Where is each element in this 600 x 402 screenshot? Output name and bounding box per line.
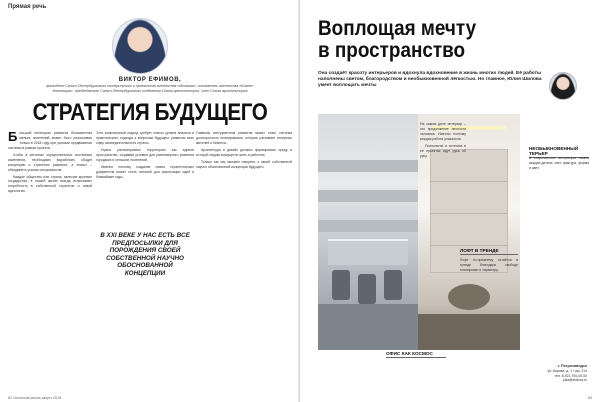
title-line-1: Воплощая мечту: [318, 17, 477, 40]
paragraph-8: Архитектура и дизайн должны формировать среду, в которой людям комфортно жить и работать.: [196, 147, 292, 157]
paragraph-3: Каждое общество или страна, включая крупные государства, в нашей жизни всегда испытывает потребность в собственной стратегии и новой идеологии.: [8, 174, 92, 194]
paragraph-15: Лофт по-прежнему остаётся в тренде благодаря свободе планировки и характеру.: [460, 258, 518, 272]
paragraph-7: Главным инструментом развития может стать система долгосрочного планирования, которая учитывает интересы жителей и бизнеса.: [196, 131, 292, 145]
section-heading-office: ОФИС КАК КОСМОС: [386, 351, 446, 358]
section-heading-loft: ЛОФТ В ТРЕНДЕ: [460, 248, 518, 255]
text-column-7: [460, 258, 518, 275]
paragraph-13: Психология и эстетика в её проектах идут рука об руку.: [420, 143, 466, 158]
text-column-1: [8, 131, 92, 196]
author-role: президент Санкт-Петербургского интерьерного и проектного агентства «Мозаика», основатель агентства «Бизнес-Инновация». председатель Санкт-Петербургского отделения Союза архитекторов, Член Союза архитекторов: [45, 84, 255, 93]
text-column-2: [96, 131, 194, 181]
contact-address: ул. Кирова, д. 1 / оф. 214: [547, 369, 587, 374]
office-interior-photo: [318, 114, 418, 350]
title-line-2: в пространство: [318, 39, 466, 63]
paragraph-5: Нужно рассматривать территорию как единое пространство, создавая условия для равномерного развития городских и сельских поселений.: [96, 147, 194, 162]
author-name: ВИКТОР ЕФИМОВ,: [118, 77, 182, 83]
paragraph-9: Только так мы сможем говорить о своей собственной научно обоснованной концепции будущего.: [196, 159, 292, 169]
designer-avatar: [549, 72, 577, 100]
paragraph-6: Именно поэтому создание новых стратегических документов может стать основой для реализации идей в ближайшие годы.: [96, 164, 194, 179]
contact-city: г. Петрозаводск: [557, 364, 587, 368]
pull-quote: В XXI ВЕКЕ У НАС ЕСТЬ ВСЕ ПРЕДПОСЫЛКИ ДЛЯ ПОРОЖДЕНИЯ СВОЕЙ СОБСТВЕННОЙ НАУЧНО ОБОСНОВАННОЙ КОНЦЕПЦИИ: [100, 232, 190, 277]
article-headline: СТРАТЕГИЯ БУДУЩЕГО: [32, 99, 268, 126]
paragraph-4: Этот комплексный подход требует нового уровня анализа и практического подхода к вопросам будущего развития всех сфер жизнедеятельности страны.: [96, 131, 194, 145]
page-folio-right: 83: [588, 396, 592, 400]
contact-phone: тел. 8-921-700-00-00: [554, 373, 587, 378]
paragraph-1: Большой потенциал развития большинства мелких поселений может быть реализован только в 2018 году при условии продвижения системы в рамках проекта.: [8, 129, 92, 150]
text-column-5: [420, 122, 466, 161]
dropcap-letter: Б: [8, 129, 18, 144]
section-heading-terrier: НЕОБЫКНОВЕННЫЙ ТЕРЬЕР: [529, 146, 589, 158]
page-folio-left: 82 Ческтская жизнь август 2018: [8, 396, 62, 400]
rubric-label: Прямая речь: [8, 4, 47, 10]
contact-block: [535, 364, 587, 383]
paragraph-12: На самом деле интерьер – это продолжение личности человека. Именно поэтому каждая работа уникальна.: [420, 122, 466, 141]
article-title: [318, 18, 561, 62]
text-column-6: [529, 156, 589, 173]
contact-email: julia@shilova.ru: [563, 378, 587, 383]
article-lead: Она создаёт красоту интерьеров и вдохнула вдохновение в жизнь многих людей. Её работы наполнены светом, благородством и необыкновенной лёгкостью. Но главное, Юлия Шилова умеет воплощать мечты: [318, 71, 542, 89]
text-column-3: [196, 131, 292, 172]
author-portrait: [112, 18, 168, 74]
paragraph-14: В современных интерьерах важна каждая деталь: свет, фактура, форма и цвет.: [529, 156, 589, 170]
paragraph-2: Чтобы в регионах осуществлялись системные изменения, необходимо выработать общую концепцию и стратегию развития, а значит – объединить усилия специалистов.: [8, 152, 92, 172]
